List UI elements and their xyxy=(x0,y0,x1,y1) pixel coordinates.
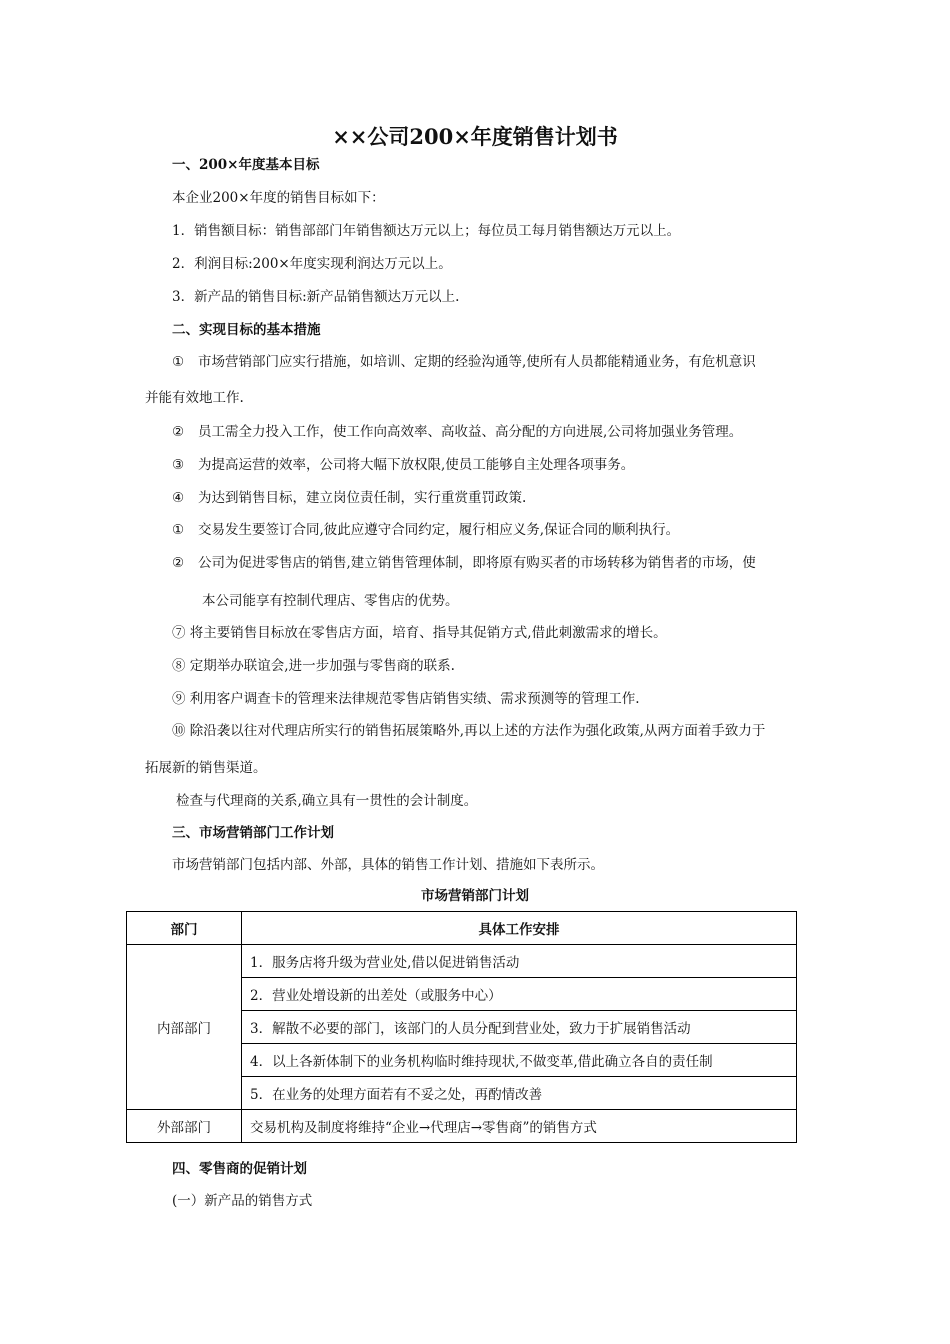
measure-text: 交易发生要签订合同,彼此应遵守合同约定，履行相应义务,保证合同的顺利执行。 xyxy=(198,522,680,538)
measure-number: ② xyxy=(172,555,185,571)
table-header-row xyxy=(127,912,797,945)
measure-item: ⑩ 除沿袭以往对代理店所实行的销售拓展策略外,再以上述的方法作为强化政策,从两方面着手致力于 xyxy=(172,723,766,739)
table-row xyxy=(127,1110,797,1143)
column-header-work: 具体工作安排 xyxy=(242,912,797,945)
goal-item-3: 3．新产品的销售目标:新产品销售额达万元以上. xyxy=(172,289,460,305)
measure-item: ⑦ 将主要销售目标放在零售店方面，培育、指导其促销方式,借此刺激需求的增长。 xyxy=(172,625,667,641)
measure-text: 市场营销部门应实行措施，如培训、定期的经验沟通等,使所有人员都能精通业务，有危机意识 xyxy=(198,354,756,370)
work-cell: 1．服务店将升级为营业处,借以促进销售活动 xyxy=(242,945,797,978)
measure-number: ② xyxy=(172,424,185,440)
work-cell: 2．营业处增设新的出差处（或服务中心） xyxy=(242,978,797,1011)
goal-item-1: 1．销售额目标：销售部部门年销售额达万元以上；每位员工每月销售额达万元以上。 xyxy=(172,223,681,239)
section-4-subheading: (一）新产品的销售方式 xyxy=(172,1193,313,1209)
document-title: ××公司200×年度销售计划书 xyxy=(332,124,618,149)
section-1-heading: 一、200×年度基本目标 xyxy=(172,157,320,173)
section-3-heading: 三、市场营销部门工作计划 xyxy=(172,825,334,841)
section-4-heading: 四、零售商的促销计划 xyxy=(172,1161,307,1177)
work-cell: 4．以上各新体制下的业务机构临时维持现状,不做变革,借此确立各自的责任制 xyxy=(242,1044,797,1077)
section-1-intro: 本企业200×年度的销售目标如下： xyxy=(172,190,385,206)
measure-number: ③ xyxy=(172,457,185,473)
table-row xyxy=(127,945,797,978)
measure-item xyxy=(172,453,634,473)
measure-number: ① xyxy=(172,522,185,538)
measure-extra: 检查与代理商的关系,确立具有一贯性的会计制度。 xyxy=(176,793,478,809)
measure-item xyxy=(172,551,756,571)
measure-continuation: 拓展新的销售渠道。 xyxy=(145,760,267,776)
department-cell-external: 外部部门 xyxy=(127,1110,242,1143)
work-cell: 5．在业务的处理方面若有不妥之处，再酌情改善 xyxy=(242,1077,797,1110)
measure-text: 员工需全力投入工作，使工作向高效率、高收益、高分配的方向进展,公司将加强业务管理。 xyxy=(198,424,743,440)
measure-item xyxy=(172,518,679,538)
measure-number: ① xyxy=(172,354,185,370)
measure-number: ④ xyxy=(172,490,185,506)
measure-text: 公司为促进零售店的销售,建立销售管理体制，即将原有购买者的市场转移为销售者的市场，使 xyxy=(198,555,756,571)
measure-item xyxy=(172,486,526,506)
section-2-heading: 二、实现目标的基本措施 xyxy=(172,322,321,338)
measure-item: ⑧ 定期举办联谊会,进一步加强与零售商的联系. xyxy=(172,658,455,674)
measure-item xyxy=(172,420,742,440)
department-cell-internal: 内部部门 xyxy=(127,945,242,1110)
measure-item: ⑨ 利用客户调查卡的管理来法律规范零售店销售实绩、需求预测等的管理工作. xyxy=(172,691,640,707)
column-header-department: 部门 xyxy=(127,912,242,945)
measure-text: 为达到销售目标，建立岗位责任制，实行重赏重罚政策. xyxy=(198,490,527,506)
table-caption: 市场营销部门计划 xyxy=(421,888,529,904)
measure-continuation: 本公司能享有控制代理店、零售店的优势。 xyxy=(202,593,459,609)
goal-item-2: 2．利润目标:200×年度实现利润达万元以上。 xyxy=(172,256,452,272)
measure-text: 为提高运营的效率，公司将大幅下放权限,使员工能够自主处理各项事务。 xyxy=(198,457,635,473)
department-plan-table xyxy=(126,911,797,1143)
measure-continuation: 并能有效地工作. xyxy=(145,390,244,406)
work-cell: 3．解散不必要的部门，该部门的人员分配到营业处，致力于扩展销售活动 xyxy=(242,1011,797,1044)
section-3-intro: 市场营销部门包括内部、外部，具体的销售工作计划、措施如下表所示。 xyxy=(172,857,604,873)
measure-item xyxy=(172,350,756,370)
work-cell: 交易机构及制度将维持“企业→代理店→零售商”的销售方式 xyxy=(242,1110,797,1143)
